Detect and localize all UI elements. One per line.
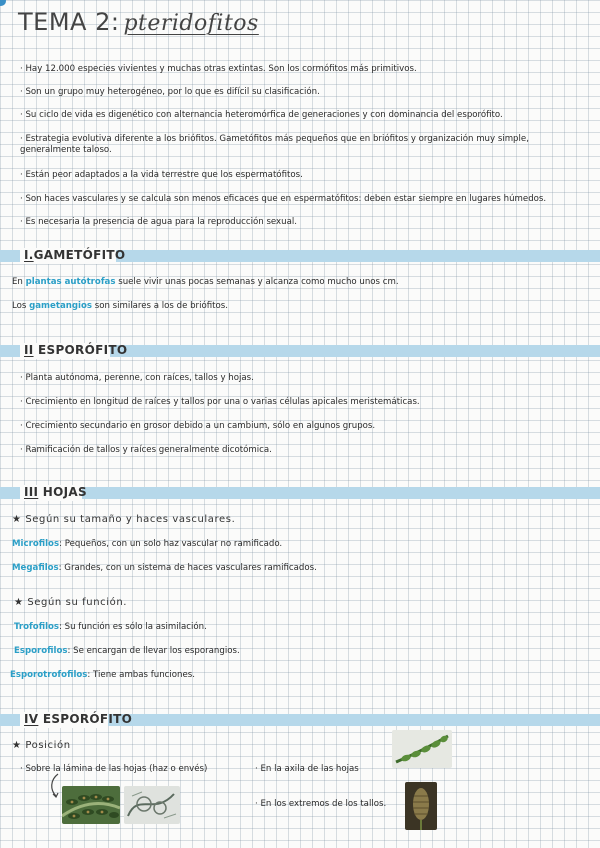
intro-line-4: · Estrategia evolutiva diferente a los briófitos. Gametófitos más pequeños que en briófitos y organización muy simple, generalmente taloso.	[20, 134, 529, 155]
gametofito-line-1	[12, 277, 399, 288]
hojas-trofofilos	[14, 622, 207, 633]
title-main: TEMA 2:	[18, 8, 120, 36]
hojas-esporofilos	[14, 646, 240, 657]
esporofito-line-4: · Ramificación de tallos y raíces generalmente dicotómica.	[20, 445, 272, 455]
intro-line-2: · Son un grupo muy heterogéneo, por lo que es difícil su clasificación.	[20, 87, 320, 97]
hojas-subheading-1: ★ Según su tamaño y haces vasculares.	[12, 514, 236, 525]
section-title: ESPORÓFITO	[42, 712, 133, 726]
section-roman: II	[24, 343, 34, 357]
posicion-lamina: · Sobre la lámina de las hojas (haz o envés)	[20, 764, 208, 774]
hojas-megafilos	[12, 563, 317, 574]
term-plantas-autotrofas: plantas autótrofas	[25, 277, 116, 287]
hojas-microfilos	[12, 539, 282, 550]
section-heading-esporofito	[24, 343, 127, 357]
text: suele vivir unas pocas semanas y alcanza como mucho unos cm.	[115, 277, 399, 287]
section-title: HOJAS	[42, 485, 87, 499]
esporofito-line-1: · Planta autónoma, perenne, con raíces, tallos y hojas.	[20, 373, 254, 383]
esporofito-line-2: · Crecimiento en longitud de raíces y tallos por una o varias células apicales meristemáticas.	[20, 397, 420, 407]
section-heading-esporofito-2	[24, 712, 132, 726]
page-title	[18, 8, 259, 36]
section-title: ESPORÓFITO	[38, 343, 128, 357]
section-heading-gametofito	[24, 248, 125, 262]
section-roman: I.	[24, 248, 34, 262]
text: : Pequeños, con un solo haz vascular no ramificado.	[59, 539, 283, 549]
section-roman: IV	[24, 712, 39, 726]
sporangia-micrograph-photo	[124, 786, 180, 824]
corner-dot	[0, 0, 6, 6]
intro-line-7: · Es necesaria la presencia de agua para la reproducción sexual.	[20, 217, 297, 227]
text: : Su función es sólo la asimilación.	[59, 622, 207, 632]
term-esporofilos: Esporofilos	[14, 646, 68, 656]
posicion-extremos: · En los extremos de los tallos.	[255, 799, 387, 809]
intro-line-6: · Son haces vasculares y se calcula son menos eficaces que en espermatófitos: deben estar siempre en lugares húmedos.	[20, 194, 547, 204]
text: En	[12, 277, 26, 287]
section-title: GAMETÓFITO	[33, 248, 126, 262]
text: : Grandes, con un sistema de haces vasculares ramificados.	[58, 563, 317, 573]
fern-sori-photo	[62, 786, 120, 824]
hojas-esporotrofofilos	[10, 670, 195, 681]
axillary-sporangia-photo	[392, 730, 452, 768]
text: son similares a los de briófitos.	[92, 301, 228, 311]
intro-line-1: · Hay 12.000 especies vivientes y muchas otras extintas. Son los cormófitos más primitivos.	[20, 64, 417, 74]
hojas-subheading-2: ★ Según su función.	[14, 597, 128, 608]
term-microfilos: Microfilos	[12, 539, 60, 549]
term-trofofilos: Trofofilos	[14, 622, 60, 632]
term-gametangios: gametangios	[29, 301, 92, 311]
intro-line-5: · Están peor adaptados a la vida terrestre que los espermatófitos.	[20, 170, 303, 180]
text: Los	[12, 301, 30, 311]
term-esporotrofofilos: Esporotrofofilos	[10, 670, 88, 680]
gametofito-line-2	[12, 301, 228, 312]
posicion-axila: · En la axila de las hojas	[255, 764, 359, 774]
term-megafilos: Megafilos	[12, 563, 59, 573]
text: : Tiene ambas funciones.	[87, 670, 195, 680]
intro-line-3: · Su ciclo de vida es digenético con alternancia heteromórfica de generaciones y con dominancia del esporófito.	[20, 110, 503, 120]
strobilus-photo	[405, 782, 437, 830]
text: : Se encargan de llevar los esporangios.	[67, 646, 240, 656]
section-roman: III	[24, 485, 39, 499]
section-heading-hojas	[24, 485, 87, 499]
esporofito-line-3: · Crecimiento secundario en grosor debido a un cambium, sólo en algunos grupos.	[20, 421, 376, 431]
posicion-subheading: ★ Posición	[12, 740, 71, 751]
title-script: pteridofitos	[123, 11, 259, 36]
section-band	[0, 487, 600, 499]
